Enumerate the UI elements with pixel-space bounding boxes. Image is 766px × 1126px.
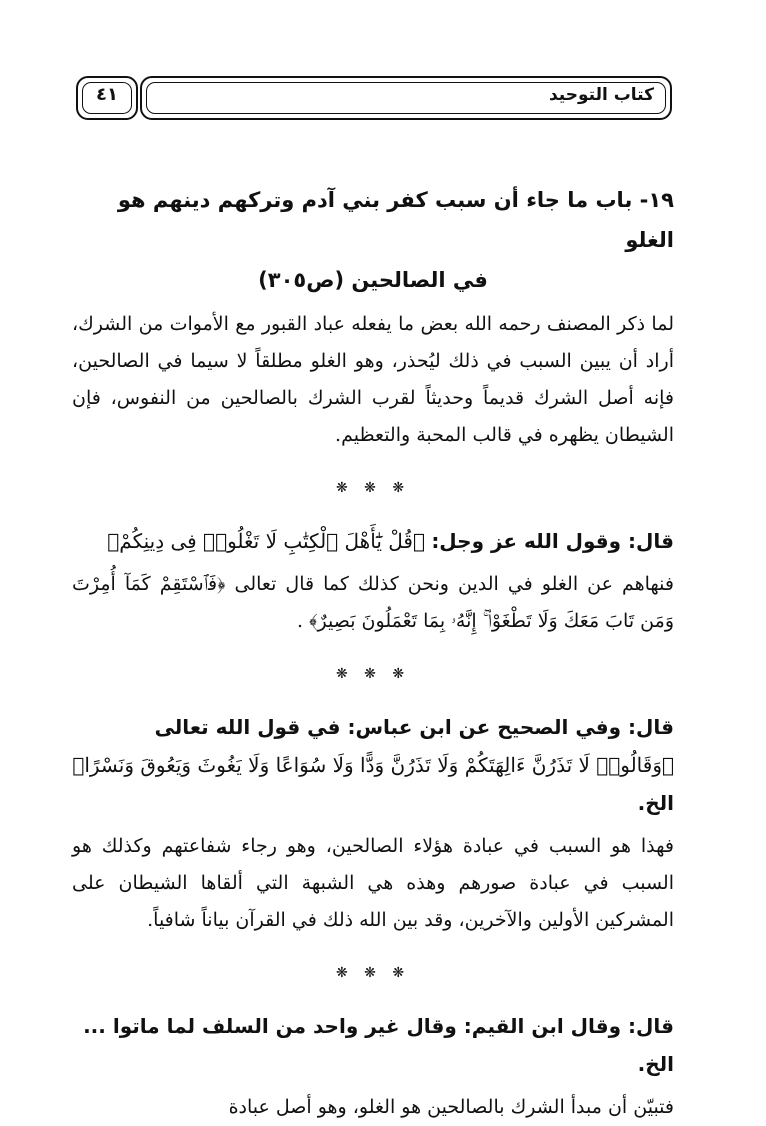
chapter-title: ١٩- باب ما جاء أن سبب كفر بني آدم وتركهم دينهم هو الغلو <box>117 188 674 252</box>
section-separator: ❋ ❋ ❋ <box>335 666 411 682</box>
section-heading-3 <box>72 1007 674 1083</box>
section-heading-1 <box>72 522 674 560</box>
section-heading-2 <box>72 708 674 822</box>
section-separator: ❋ ❋ ❋ <box>335 965 411 981</box>
quran-quote: ﴿وَقَالُوا۟ لَا تَذَرُنَّ ءَالِهَتَكُمْ وَلَا تَذَرُنَّ وَدًّا وَلَا سُوَاعًا وَلَا يَغُوثَ وَيَعُوقَ وَنَسْرًا﴾ <box>72 753 674 777</box>
page-header <box>76 76 672 118</box>
section-lead: قال: وقول الله عز وجل: <box>431 529 674 553</box>
book-title: كتاب التوحيد <box>548 85 654 105</box>
quran-quote: ﴿قُلْ يَٰٓأَهْلَ ٱلْكِتَٰبِ لَا تَغْلُوا۟ فِى دِينِكُمْ﴾ <box>107 529 425 553</box>
section-tail: الخ. <box>637 791 674 815</box>
section-separator: ❋ ❋ ❋ <box>335 480 411 496</box>
section-lead: قال: وفي الصحيح عن ابن عباس: في قول الله تعالى <box>154 715 674 739</box>
chapter-title-line2: في الصالحين (ص٣٠٥) <box>258 268 488 292</box>
page-content <box>72 180 674 1126</box>
chapter-intro: لما ذكر المصنف رحمه الله بعض ما يفعله عباد القبور مع الأموات من الشرك، أراد أن يبين السبب في ذلك ليُحذر، وهو الغلو مطلقاً لا سيما في الصالحين، فإنه أصل الشرك قديماً وحديثاً لقرب الشرك بالصالحين من النفوس، فإن الشيطان يظهره في قالب المحبة والتعظيم. <box>72 313 674 446</box>
section-body-3: فتبيّن أن مبدأ الشرك بالصالحين هو الغلو، وهو أصل عبادة <box>228 1096 674 1118</box>
section-body-2: فهذا هو السبب في عبادة هؤلاء الصالحين، وهو رجاء شفاعتهم وكذلك هو السبب في عبادة صورهم وهذه هي الشبهة التي ألقاها الشيطان على المشركين الأولين والآخرين، وقد بين الله ذلك في القرآن بياناً شافياً. <box>72 835 674 931</box>
section-body-1: فنهاهم عن الغلو في الدين ونحن كذلك كما قال تعالى ﴿فَٱسْتَقِمْ كَمَآ أُمِرْتَ وَمَن تَابَ مَعَكَ وَلَا تَطْغَوْا۟ ۚ إِنَّهُۥ بِمَا تَعْمَلُونَ بَصِيرٌ﴾ . <box>72 573 674 632</box>
page-number: ٤١ <box>96 84 118 105</box>
section-lead: قال: وقال ابن القيم: وقال غير واحد من السلف لما ماتوا ... الخ. <box>83 1014 674 1076</box>
